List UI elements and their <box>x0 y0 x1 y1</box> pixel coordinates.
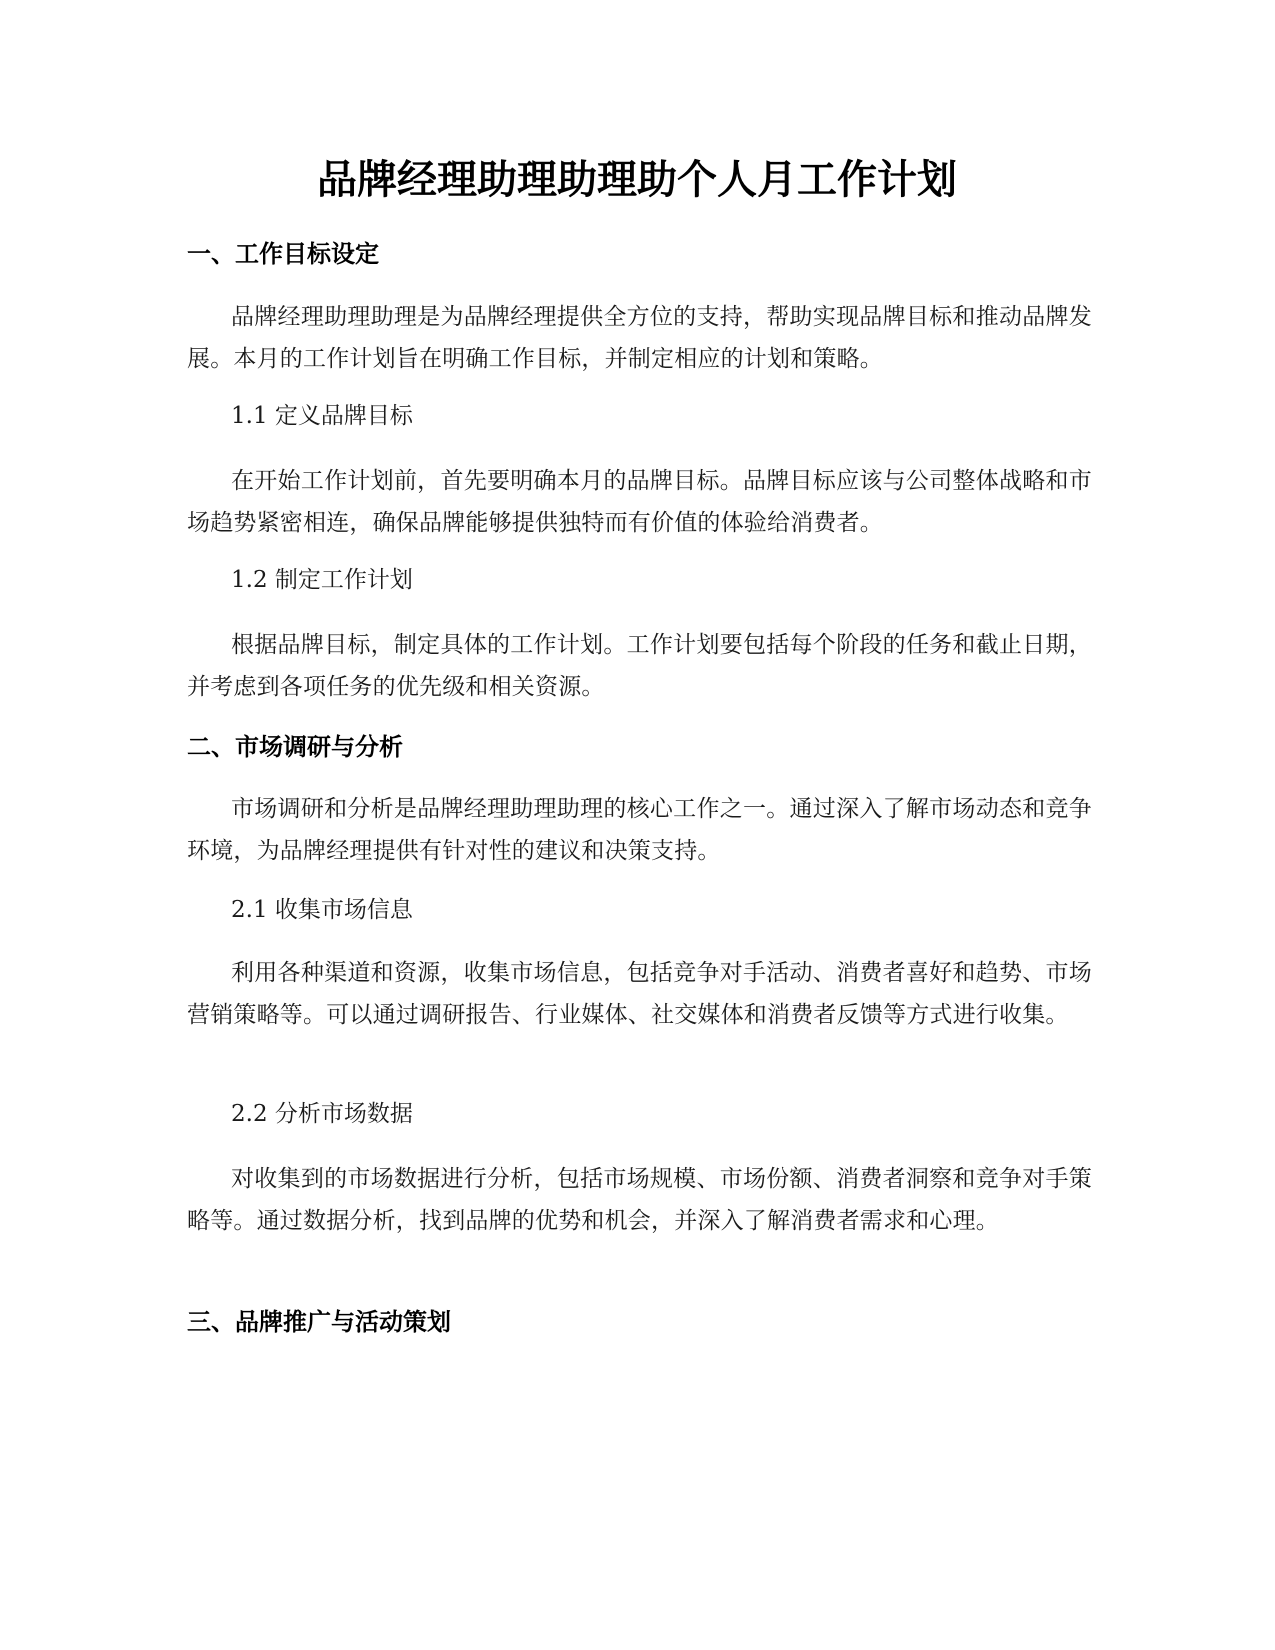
subsection-2-1-body: 利用各种渠道和资源，收集市场信息，包括竞争对手活动、消费者喜好和趋势、市场营销策略等。可以通过调研报告、行业媒体、社交媒体和消费者反馈等方式进行收集。 <box>187 960 1092 1028</box>
subsection-1-2-body: 根据品牌目标，制定具体的工作计划。工作计划要包括每个阶段的任务和截止日期，并考虑到各项任务的优先级和相关资源。 <box>187 632 1092 700</box>
section-heading-2: 二、市场调研与分析 <box>187 733 403 761</box>
document-page <box>187 0 1092 1650</box>
section-1-intro: 品牌经理助理助理是为品牌经理提供全方位的支持，帮助实现品牌目标和推动品牌发展。本月的工作计划旨在明确工作目标，并制定相应的计划和策略。 <box>187 304 1092 372</box>
section-heading-1: 一、工作目标设定 <box>187 240 379 268</box>
subsection-heading-1-2: 1.2 制定工作计划 <box>231 567 413 593</box>
page-title: 品牌经理助理助理助个人月工作计划 <box>317 157 957 203</box>
subsection-1-1-body: 在开始工作计划前，首先要明确本月的品牌目标。品牌目标应该与公司整体战略和市场趋势紧密相连，确保品牌能够提供独特而有价值的体验给消费者。 <box>187 468 1092 536</box>
section-2-intro: 市场调研和分析是品牌经理助理助理的核心工作之一。通过深入了解市场动态和竞争环境，为品牌经理提供有针对性的建议和决策支持。 <box>187 796 1092 864</box>
section-heading-3: 三、品牌推广与活动策划 <box>187 1308 451 1336</box>
subsection-heading-2-2: 2.2 分析市场数据 <box>231 1101 413 1127</box>
subsection-2-2-body: 对收集到的市场数据进行分析，包括市场规模、市场份额、消费者洞察和竞争对手策略等。通过数据分析，找到品牌的优势和机会，并深入了解消费者需求和心理。 <box>187 1166 1092 1234</box>
subsection-heading-2-1: 2.1 收集市场信息 <box>231 897 413 923</box>
subsection-heading-1-1: 1.1 定义品牌目标 <box>231 403 413 429</box>
